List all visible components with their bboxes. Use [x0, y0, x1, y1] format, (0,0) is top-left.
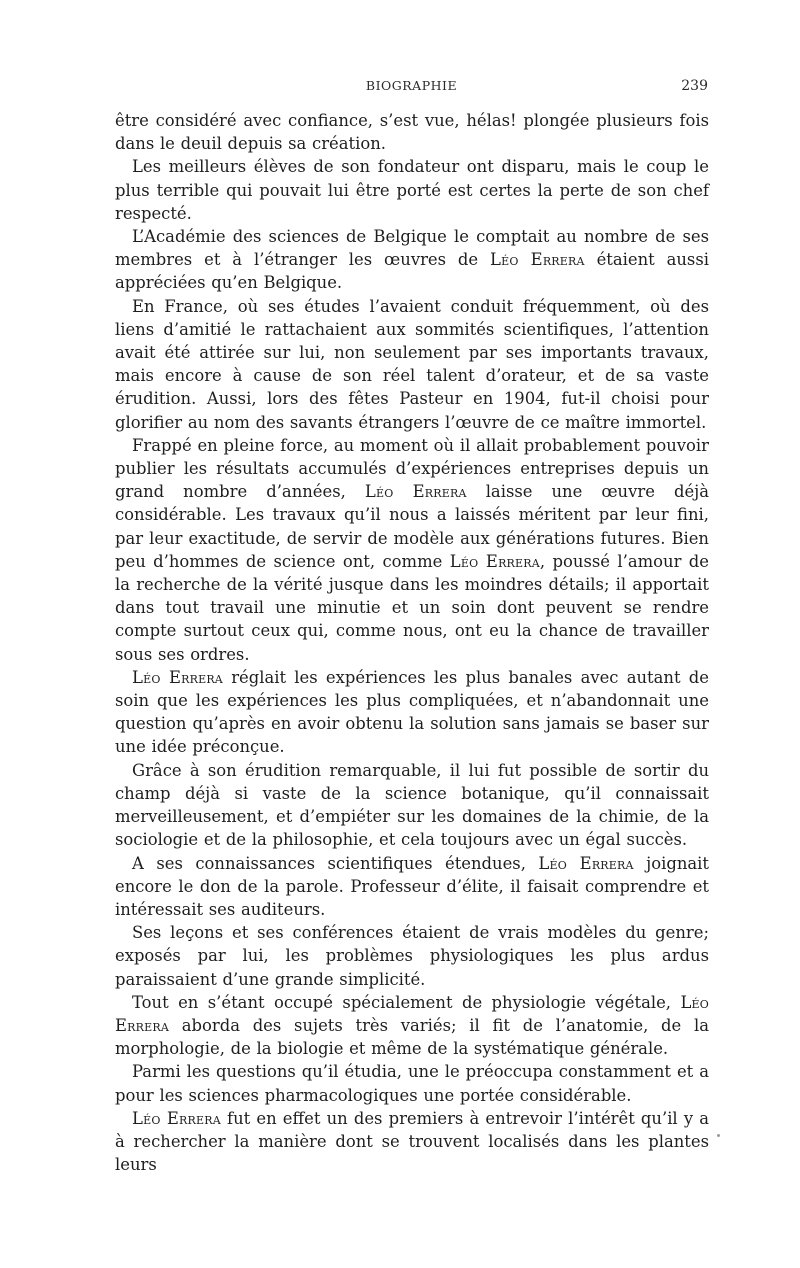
paragraph [115, 666, 709, 759]
paragraph-text: laisse une œuvre déjà considérable. Les travaux qu’il nous a laissés méritent par leur fini, par leur exactitude, de servir de modèle aux générations futures. Bien peu d’hommes de science ont, comme [115, 482, 709, 571]
paragraph [115, 991, 709, 1061]
person-name: Léo Errera [132, 667, 223, 687]
person-name: Léo Errera [132, 1108, 221, 1128]
person-name: Léo Errera [538, 853, 634, 873]
running-head [115, 78, 708, 98]
paragraph [115, 1107, 709, 1177]
person-name: Léo Errera [449, 551, 540, 571]
print-speck [717, 1134, 720, 1137]
paragraph-text: aborda des sujets très variés; il fit de l’anatomie, de la morphologie, de la biologie et même de la systématique générale. [115, 1015, 709, 1059]
paragraph-text: A ses connaissances scientifiques étendues, [132, 853, 526, 873]
paragraph-text: En France, où ses études l’avaient conduit fréquemment, où des liens d’amitié le rattachaient aux sommités scientifiques, l’attention avait été attirée sur lui, non seulement par ses importants travaux, mais encore à cause de son réel talent d’orateur, et de sa vaste érudition. Aussi, lors des fêtes Pasteur en 1904, fut-il choisi pour glorifier au nom des savants étrangers l’œuvre de ce maître immortel. [115, 296, 709, 432]
paragraph [115, 759, 709, 852]
running-title: BIOGRAPHIE [365, 78, 458, 93]
paragraph [115, 155, 709, 225]
person-name: Léo Errera [490, 250, 585, 270]
paragraph [115, 852, 709, 922]
paragraph [115, 921, 709, 991]
paragraph-text: Parmi les questions qu’il étudia, une le préoccupa constamment et a pour les sciences pharmacologiques une portée considérable. [115, 1062, 709, 1105]
paragraph-text: Tout en s’étant occupé spécialement de physiologie végétale, [132, 992, 672, 1012]
body-text [115, 109, 709, 1176]
paragraph [115, 295, 709, 434]
person-name: Léo Errera [364, 482, 467, 502]
paragraph-text: étaient aussi appréciées qu’en Belgique. [115, 250, 709, 293]
paragraph-continuation [115, 109, 709, 155]
paragraph-text: Frappé en pleine force, au moment où il allait probablement pouvoir publier les résultats accumulés d’expériences entreprises depuis un grand nombre d’années, [115, 435, 709, 502]
paragraph-text: joignait encore le don de la parole. Professeur d’élite, il faisait comprendre et intéressait ses auditeurs. [115, 853, 709, 919]
paragraph-text: Grâce à son érudition remarquable, il lui fut possible de sortir du champ déjà si vaste de la science botanique, qu’il connaissait merveilleusement, et d’empiéter sur les domaines de la chimie, de la sociologie et de la philosophie, et cela toujours avec un égal succès. [115, 760, 709, 850]
person-name: Léo Errera [115, 992, 709, 1035]
paragraph-text: être considéré avec confiance, s’est vue, hélas! plongée plusieurs fois dans le deuil depuis sa création. [115, 111, 709, 154]
paragraph [115, 1060, 709, 1106]
paragraph [115, 225, 709, 295]
paragraph [115, 434, 709, 666]
paragraph-text: , poussé l’amour de la recherche de la vérité jusque dans les moindres détails; il apportait dans tout travail une minutie et un soin dont peuvent se rendre compte surtout ceux qui, comme nous, ont eu la chance de travailler sous ses ordres. [115, 551, 710, 664]
page-number: 239 [681, 78, 708, 94]
paragraph-text: réglait les expériences les plus banales avec autant de soin que les expériences les plus compliquées, et n’abandonnait une question qu’après en avoir obtenu la solution sans jamais se baser sur une idée préconçue. [115, 667, 709, 757]
paragraph-text: Les meilleurs élèves de son fondateur ont disparu, mais le coup le plus terrible qui pouvait lui être porté est certes la perte de son chef respecté. [115, 157, 709, 223]
paragraph-text: fut en effet un des premiers à entrevoir l’intérêt qu’il y a à rechercher la manière dont se trouvent localisés dans les plantes leurs [115, 1108, 710, 1175]
paragraph-text: L’Académie des sciences de Belgique le comptait au nombre de ses membres et à l’étranger les œuvres de [115, 227, 709, 270]
paragraph-text: Ses leçons et ses conférences étaient de vrais modèles du genre; exposés par lui, les problèmes physiologiques les plus ardus paraissaient d’une grande simplicité. [115, 923, 709, 989]
